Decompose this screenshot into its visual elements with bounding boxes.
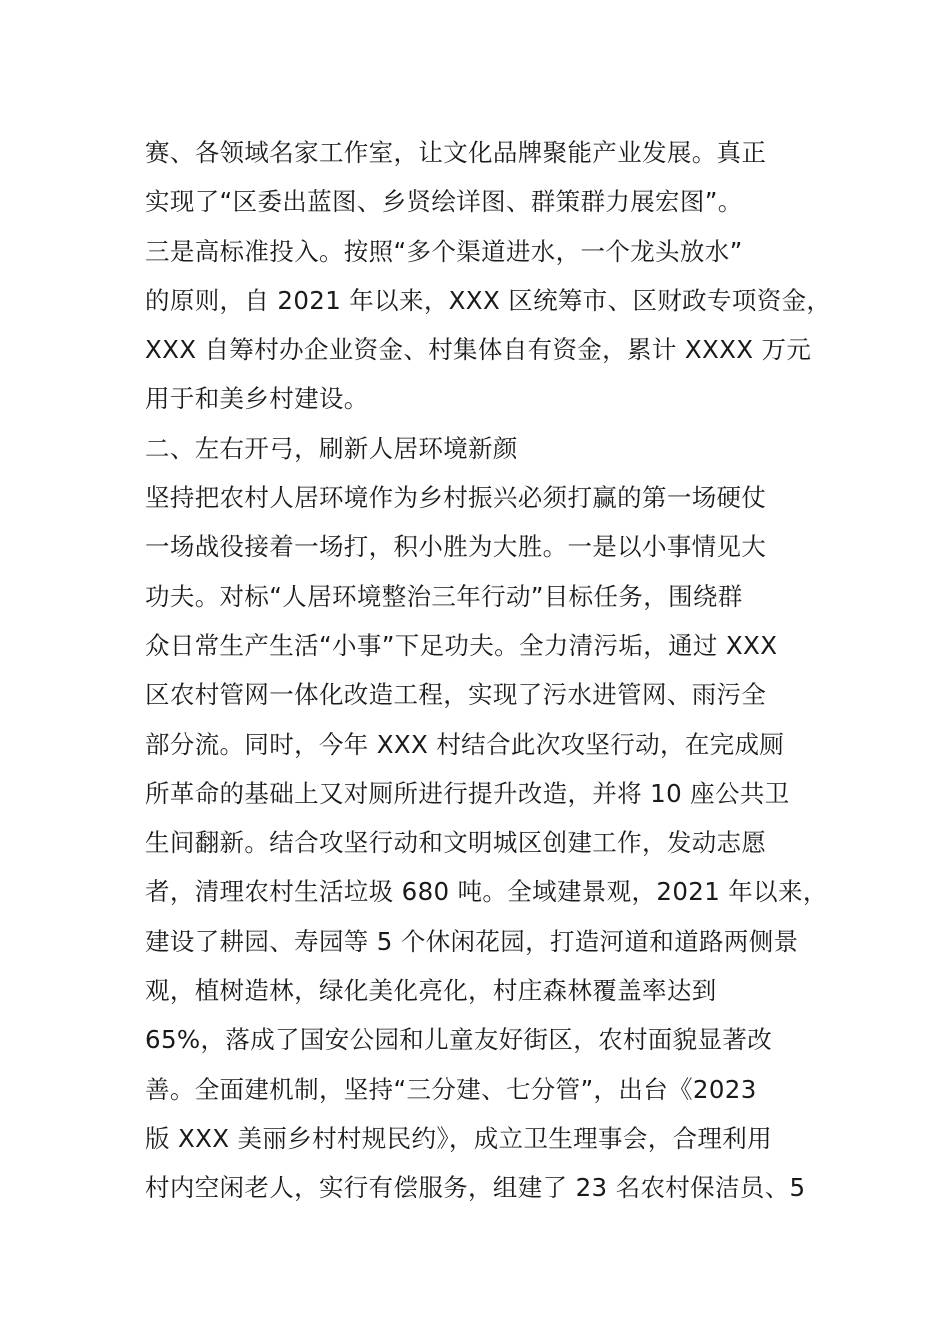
text-line: 用于和美乡村建设。 xyxy=(145,384,369,414)
text-line: 一场战役接着一场打，积小胜为大胜。一是以小事情见大 xyxy=(145,532,767,562)
text-line: 众日常生产生活“小事”下足功夫。全力清污垢，通过 XXX xyxy=(145,630,778,660)
text-line: 生间翻新。结合攻坚行动和文明城区创建工作，发动志愿 xyxy=(145,828,767,858)
text-line: 所革命的基础上又对厕所进行提升改造，并将 10 座公共卫 xyxy=(145,778,790,808)
text-line: 版 XXX 美丽乡村村规民约》，成立卫生理事会，合理利用 xyxy=(145,1123,772,1153)
text-line: 三是高标准投入。按照“多个渠道进水，一个龙头放水” xyxy=(145,236,743,266)
text-line: 村内空闲老人，实行有偿服务，组建了 23 名农村保洁员、5 xyxy=(145,1173,806,1203)
text-line: 观，植树造林，绿化美化亮化，村庄森林覆盖率达到 xyxy=(145,976,717,1006)
text-line: 功夫。对标“人居环境整治三年行动”目标任务，围绕群 xyxy=(145,581,743,611)
text-line: 65%，落成了国安公园和儿童友好街区，农村面貌显著改 xyxy=(145,1025,773,1055)
text-line: 部分流。同时，今年 XXX 村结合此次攻坚行动，在完成厕 xyxy=(145,729,785,759)
text-line: 实现了“区委出蓝图、乡贤绘详图、群策群力展宏图”。 xyxy=(145,187,743,217)
text-line: 区农村管网一体化改造工程，实现了污水进管网、雨污全 xyxy=(145,680,767,710)
text-line: 者，清理农村生活垃圾 680 吨。全域建景观，2021 年以来， xyxy=(145,877,828,907)
document-body xyxy=(145,128,835,1213)
section-heading: 二、左右开弓，刷新人居环境新颜 xyxy=(145,433,518,463)
text-line: 的原则，自 2021 年以来，XXX 区统筹市、区财政专项资金， xyxy=(145,285,832,315)
text-line: 建设了耕园、寿园等 5 个休闲花园，打造河道和道路两侧景 xyxy=(145,926,799,956)
text-line: 善。全面建机制，坚持“三分建、七分管”，出台《2023 xyxy=(145,1074,757,1104)
text-line: 赛、各领域名家工作室，让文化品牌聚能产业发展。真正 xyxy=(145,138,767,167)
text-line: 坚持把农村人居环境作为乡村振兴必须打赢的第一场硬仗 xyxy=(145,483,767,513)
text-line: XXX 自筹村办企业资金、村集体自有资金，累计 XXXX 万元 xyxy=(145,335,812,365)
